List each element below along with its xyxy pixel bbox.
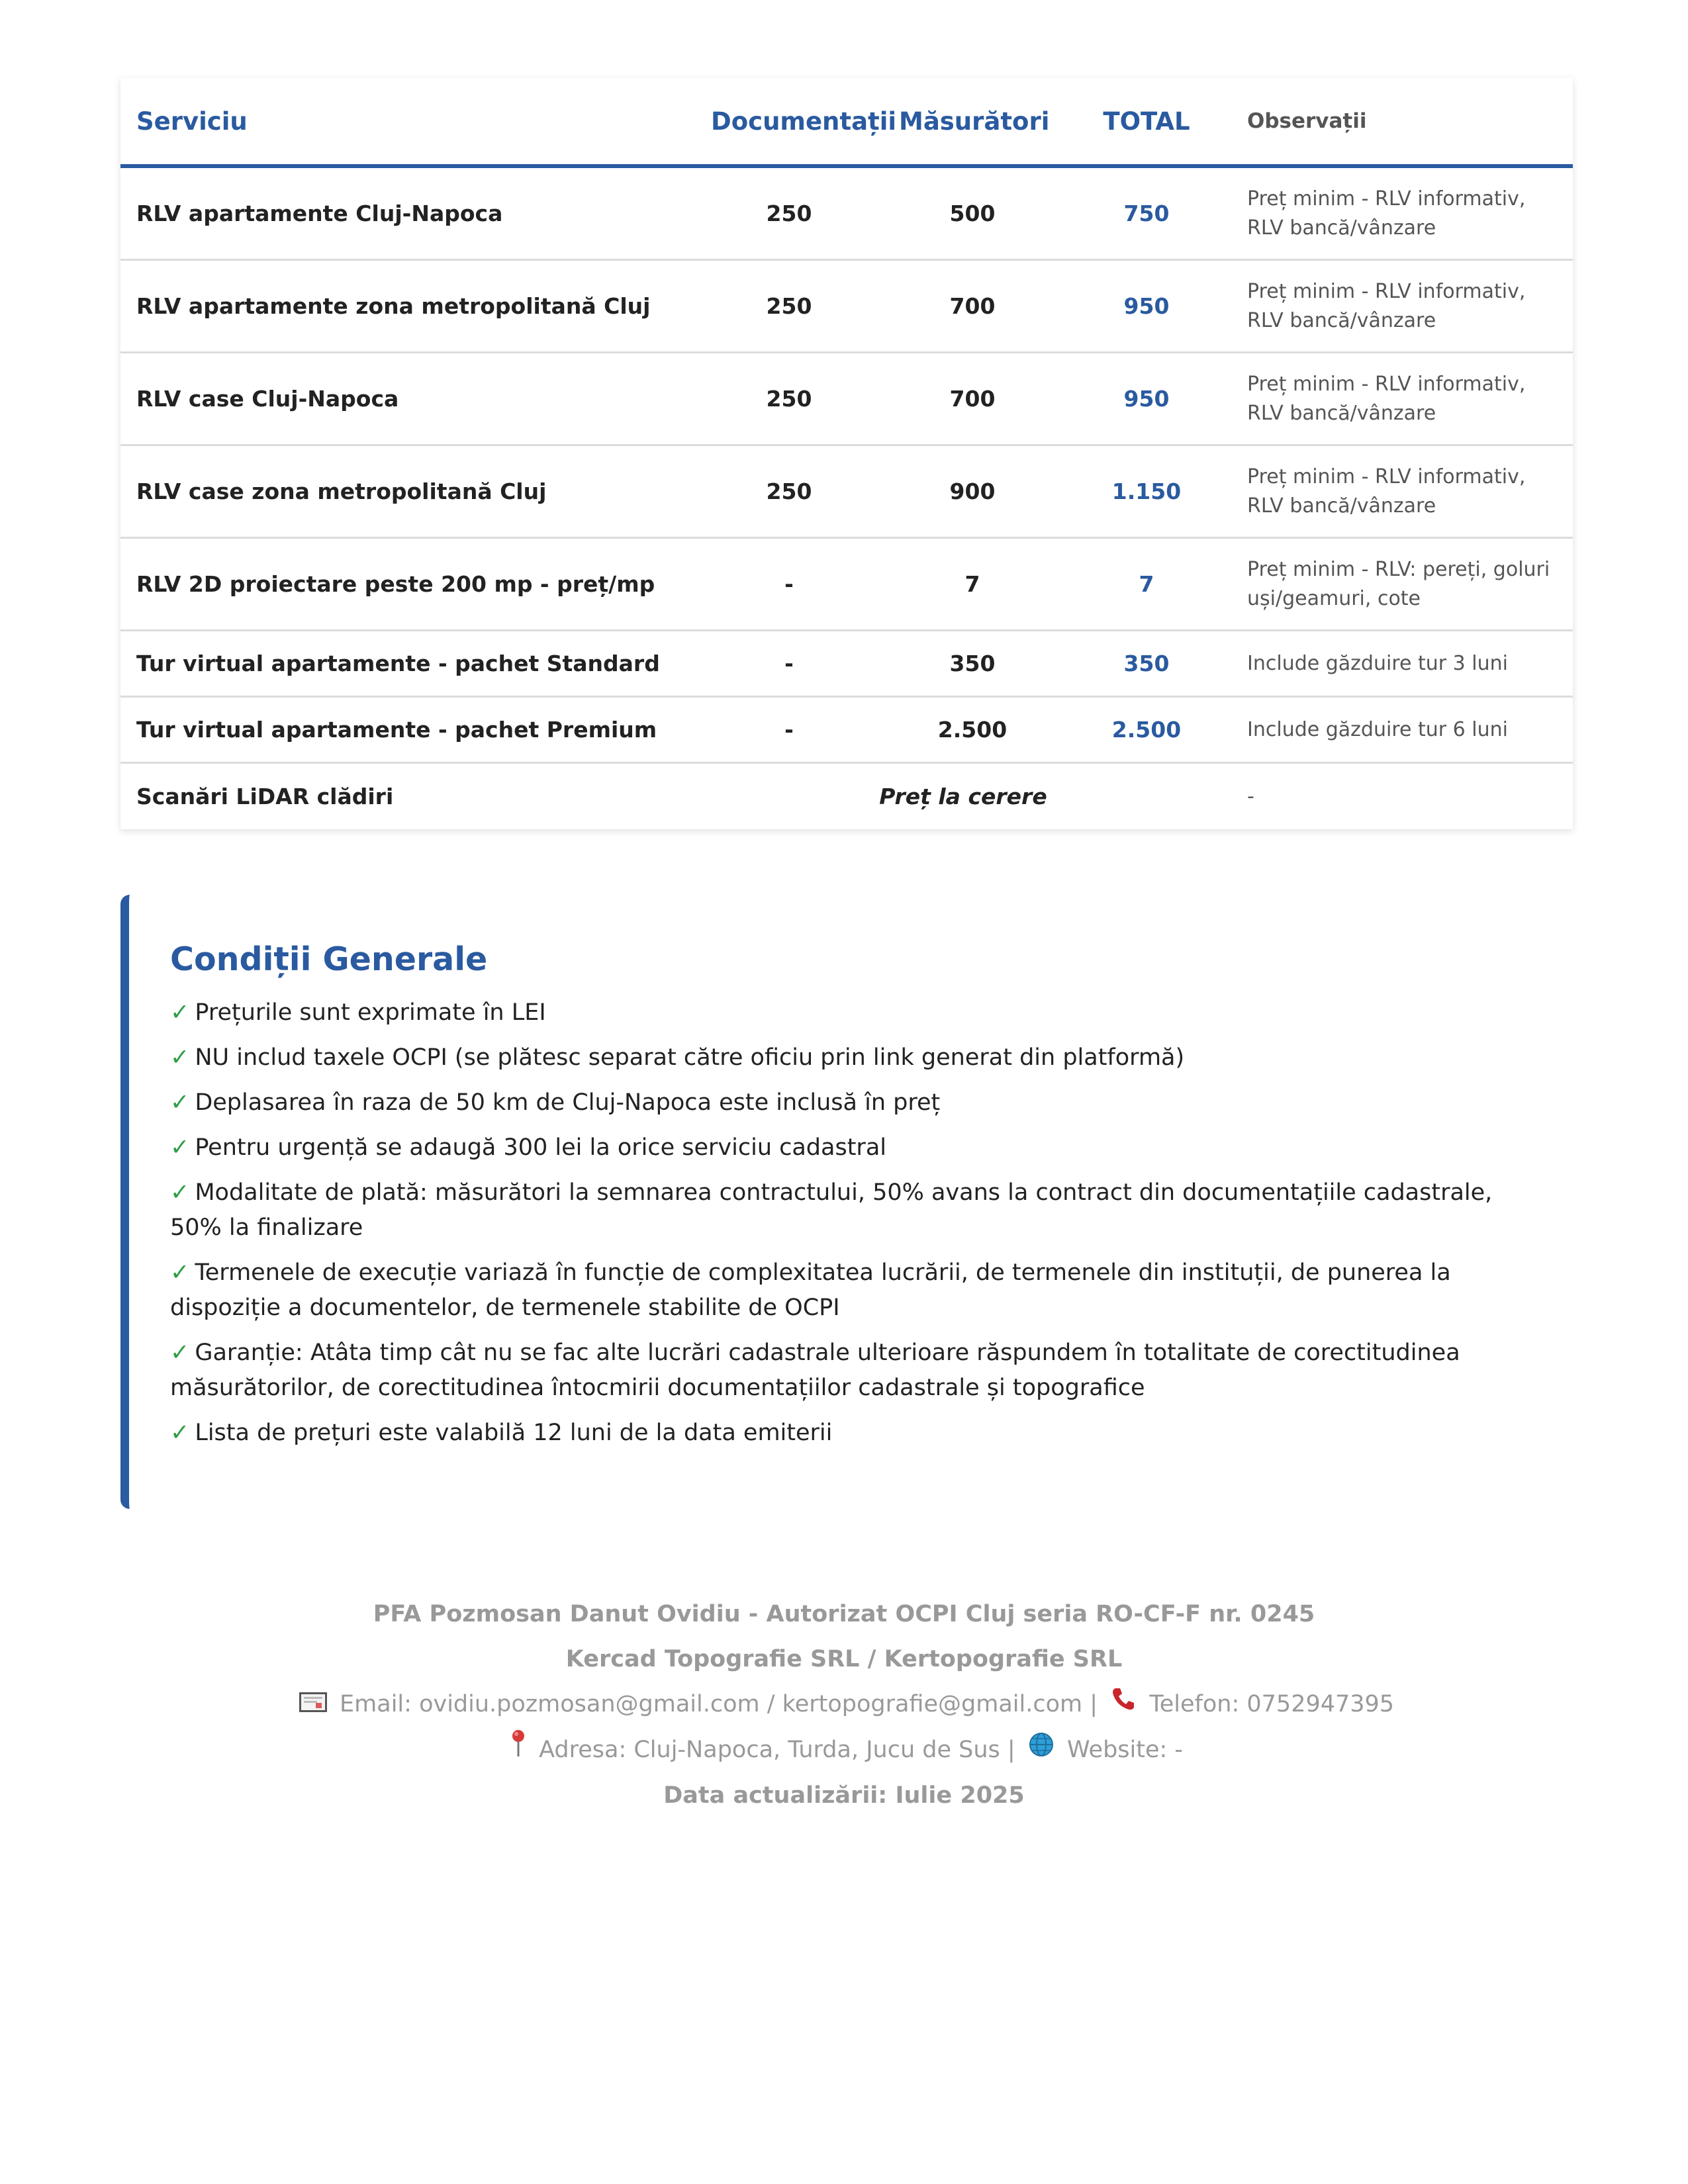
- total-cell: 950: [1062, 353, 1231, 445]
- map-pin-icon: [510, 1728, 526, 1773]
- checkmark-icon: ✓: [170, 1420, 190, 1446]
- table-header-row: [120, 78, 1573, 166]
- list-item: [170, 1336, 1536, 1406]
- service-cell: Scanări LiDAR clădiri: [136, 784, 394, 809]
- notes-cell: Preț minim - RLV informativ, RLV bancă/vânzare: [1231, 166, 1573, 260]
- list-item: [170, 1416, 1536, 1451]
- checkmark-icon: ✓: [170, 1340, 190, 1366]
- footer: [0, 1592, 1688, 1818]
- checkmark-icon: ✓: [170, 1179, 190, 1206]
- address-line: [0, 1727, 1688, 1773]
- contact-line: [0, 1682, 1688, 1727]
- measurements-cell: 500: [883, 166, 1062, 260]
- table-row: [120, 538, 1573, 631]
- measurements-cell: 2.500: [883, 697, 1062, 763]
- header-notes: Observații: [1231, 78, 1573, 166]
- address-text: Adresa: Cluj-Napoca, Turda, Jucu de Sus: [539, 1737, 1000, 1763]
- list-item: [170, 1040, 1536, 1075]
- header-total: TOTAL: [1062, 78, 1231, 166]
- checkmark-icon: ✓: [170, 999, 190, 1026]
- website-text: Website: -: [1066, 1737, 1184, 1763]
- checkmark-icon: ✓: [170, 1134, 190, 1161]
- condition-text: Pentru urgență se adaugă 300 lei la orice serviciu cadastral: [195, 1134, 886, 1161]
- condition-text: Termenele de execuție variază în funcție de complexitatea lucrării, de termenele din instituții, de punerea la dispoziție a documentelor, de termenele stabilite de OCPI: [170, 1259, 1451, 1321]
- table-row: [120, 697, 1573, 763]
- notes-cell: -: [1247, 784, 1254, 808]
- notes-cell: Include găzduire tur 6 luni: [1231, 697, 1573, 763]
- srl-line: Kercad Topografie SRL / Kertopografie SRL: [565, 1646, 1123, 1672]
- conditions-list: [170, 995, 1536, 1451]
- list-item: [170, 1255, 1536, 1326]
- total-cell: 2.500: [1062, 697, 1231, 763]
- measurements-cell: 350: [883, 631, 1062, 697]
- total-cell: 950: [1062, 260, 1231, 353]
- header-documentation: Documentații: [695, 78, 883, 166]
- price-table: [120, 78, 1573, 829]
- checkmark-icon: ✓: [170, 1259, 190, 1286]
- table-row: [120, 260, 1573, 353]
- table-row: [120, 631, 1573, 697]
- service-cell: RLV 2D proiectare peste 200 mp - preț/mp: [120, 538, 695, 631]
- notes-cell: Preț minim - RLV: pereți, goluri uși/geamuri, cote: [1231, 538, 1573, 631]
- notes-cell: Preț minim - RLV informativ, RLV bancă/vânzare: [1231, 445, 1573, 538]
- condition-text: Prețurile sunt exprimate în LEI: [195, 999, 546, 1026]
- checkmark-icon: ✓: [170, 1089, 190, 1116]
- measurements-cell: 7: [883, 538, 1062, 631]
- notes-cell: Include găzduire tur 3 luni: [1231, 631, 1573, 697]
- update-date: Data actualizării: Iulie 2025: [663, 1782, 1025, 1809]
- condition-text: Garanție: Atâta timp cât nu se fac alte lucrări cadastrale ulterioare răspundem în totalitate de corectitudinea măsurătorilor, de corectitudinea întocmirii documentațiilor cadastrale și topografice: [170, 1340, 1460, 1401]
- documentation-cell: -: [695, 697, 883, 763]
- email-text[interactable]: Email: ovidiu.pozmosan@gmail.com / kertopografie@gmail.com: [340, 1691, 1083, 1717]
- phone-text[interactable]: Telefon: 0752947395: [1149, 1691, 1395, 1717]
- table-row: [120, 353, 1573, 445]
- notes-cell: Preț minim - RLV informativ, RLV bancă/vânzare: [1231, 260, 1573, 353]
- general-conditions-box: [120, 895, 1573, 1509]
- total-cell: 750: [1062, 166, 1231, 260]
- service-cell: Tur virtual apartamente - pachet Premium: [120, 697, 695, 763]
- globe-icon: [1028, 1728, 1055, 1773]
- documentation-cell: 250: [695, 445, 883, 538]
- separator: |: [1090, 1691, 1098, 1717]
- documentation-cell: -: [695, 631, 883, 697]
- total-cell: 7: [1062, 538, 1231, 631]
- table-row: [120, 763, 1573, 830]
- conditions-title: Condiții Generale: [170, 940, 488, 978]
- service-cell: RLV case Cluj-Napoca: [120, 353, 695, 445]
- header-measurements: Măsurători: [883, 78, 1062, 166]
- total-cell: 1.150: [1062, 445, 1231, 538]
- header-service: Serviciu: [120, 78, 695, 166]
- documentation-cell: 250: [695, 260, 883, 353]
- telephone-icon: [1110, 1682, 1137, 1727]
- service-cell: Tur virtual apartamente - pachet Standard: [120, 631, 695, 697]
- documentation-cell: 250: [695, 353, 883, 445]
- table-row: [120, 445, 1573, 538]
- list-item: [170, 1085, 1536, 1120]
- list-item: [170, 995, 1536, 1030]
- price-on-request-cell: Preț la cerere: [879, 784, 1047, 809]
- service-cell: RLV case zona metropolitană Cluj: [120, 445, 695, 538]
- measurements-cell: 900: [883, 445, 1062, 538]
- notes-cell: Preț minim - RLV informativ, RLV bancă/vânzare: [1231, 353, 1573, 445]
- service-cell: RLV apartamente Cluj-Napoca: [120, 166, 695, 260]
- condition-text: Modalitate de plată: măsurători la semnarea contractului, 50% avans la contract din documentațiile cadastrale, 50% la finalizare: [170, 1179, 1493, 1241]
- company-line: PFA Pozmosan Danut Ovidiu - Autorizat OCPI Cluj seria RO-CF-F nr. 0245: [373, 1601, 1315, 1627]
- documentation-cell: -: [695, 538, 883, 631]
- condition-text: Lista de prețuri este valabilă 12 luni de la data emiterii: [195, 1420, 833, 1446]
- checkmark-icon: ✓: [170, 1044, 190, 1071]
- list-item: [170, 1130, 1536, 1165]
- measurements-cell: 700: [883, 353, 1062, 445]
- table-row: [120, 166, 1573, 260]
- condition-text: NU includ taxele OCPI (se plătesc separat către oficiu prin link generat din platformă): [195, 1044, 1185, 1071]
- documentation-cell: 250: [695, 166, 883, 260]
- envelope-icon: [299, 1682, 327, 1727]
- list-item: [170, 1175, 1536, 1246]
- separator: |: [1007, 1737, 1015, 1763]
- measurements-cell: 700: [883, 260, 1062, 353]
- service-cell: RLV apartamente zona metropolitană Cluj: [120, 260, 695, 353]
- condition-text: Deplasarea în raza de 50 km de Cluj-Napoca este inclusă în preț: [195, 1089, 941, 1116]
- total-cell: 350: [1062, 631, 1231, 697]
- price-table-card: [120, 78, 1573, 829]
